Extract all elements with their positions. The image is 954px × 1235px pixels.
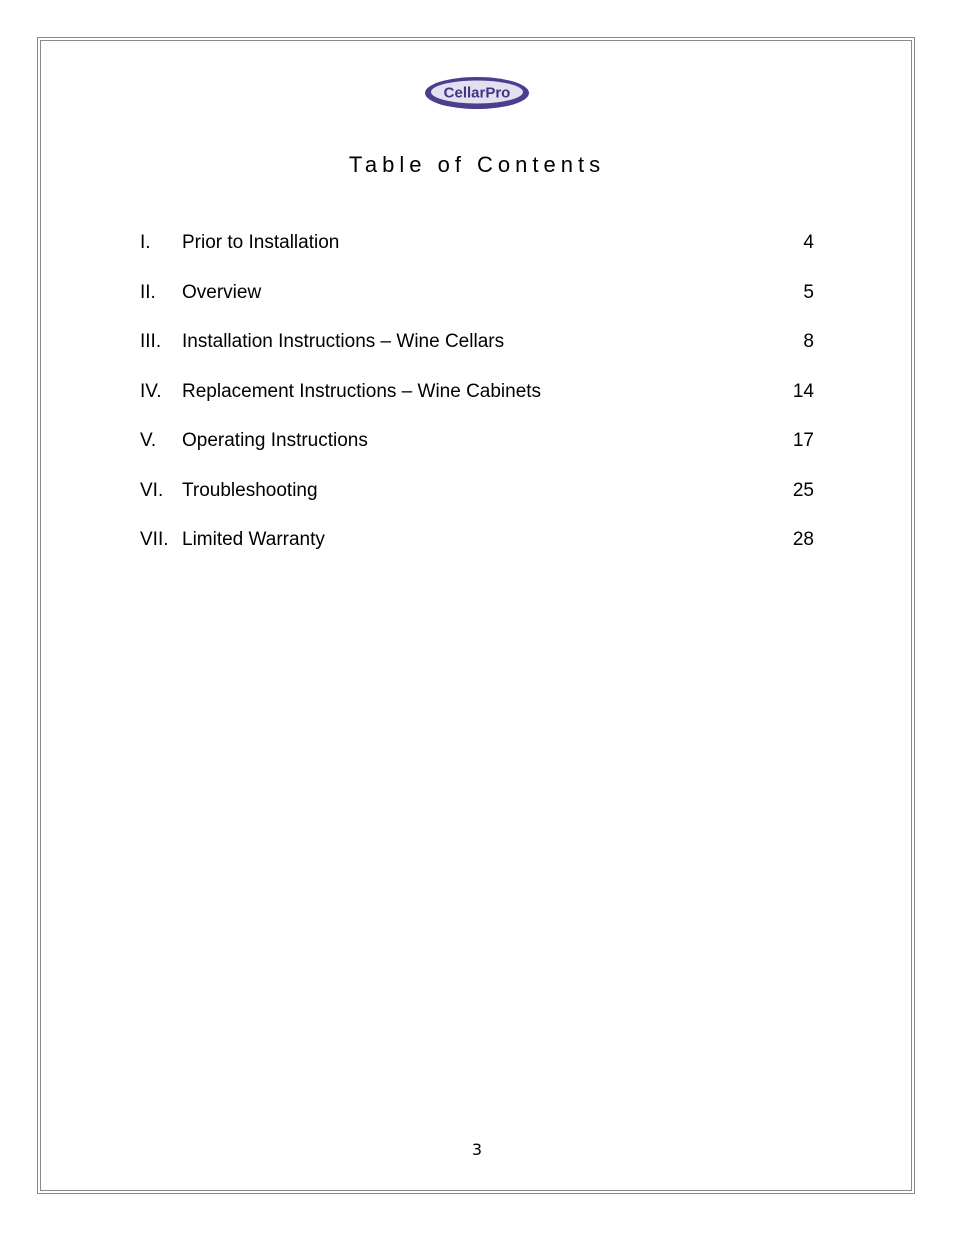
toc-entry[interactable]	[140, 229, 814, 279]
toc-label: Overview	[182, 281, 262, 303]
toc-label: Operating Instructions	[182, 430, 368, 451]
toc-entry[interactable]	[140, 526, 814, 576]
cellarpro-logo	[424, 76, 530, 110]
toc-numeral: III.	[140, 331, 162, 352]
toc-label: Limited Warranty	[182, 529, 325, 550]
toc-label: Prior to Installation	[182, 232, 340, 253]
toc-page-number: 25	[792, 479, 814, 501]
toc-numeral: VI.	[140, 479, 164, 501]
page-number: 3	[471, 1140, 483, 1159]
toc-numeral: IV.	[140, 380, 162, 402]
toc-numeral: VII.	[140, 529, 169, 550]
toc-page-number: 14	[792, 380, 814, 402]
toc-list	[140, 229, 814, 576]
toc-entry[interactable]	[140, 279, 814, 329]
logo-text: CellarPro	[443, 84, 511, 102]
toc-numeral: V.	[140, 430, 157, 451]
toc-label: Troubleshooting	[182, 479, 318, 501]
toc-page-number: 4	[803, 232, 814, 253]
page-title: Table of Contents	[348, 152, 606, 177]
toc-numeral: II.	[140, 281, 156, 303]
toc-label: Installation Instructions – Wine Cellars	[182, 331, 505, 352]
toc-entry[interactable]	[140, 477, 814, 527]
toc-page-number: 5	[803, 281, 814, 303]
toc-entry[interactable]	[140, 378, 814, 428]
toc-page-number: 28	[792, 529, 814, 550]
toc-entry[interactable]	[140, 328, 814, 378]
toc-page-number: 8	[803, 331, 814, 352]
page-border-inner	[40, 40, 912, 1191]
toc-entry[interactable]	[140, 427, 814, 477]
toc-numeral: I.	[140, 232, 151, 253]
toc-label: Replacement Instructions – Wine Cabinets	[182, 380, 542, 402]
toc-page-number: 17	[792, 430, 814, 451]
